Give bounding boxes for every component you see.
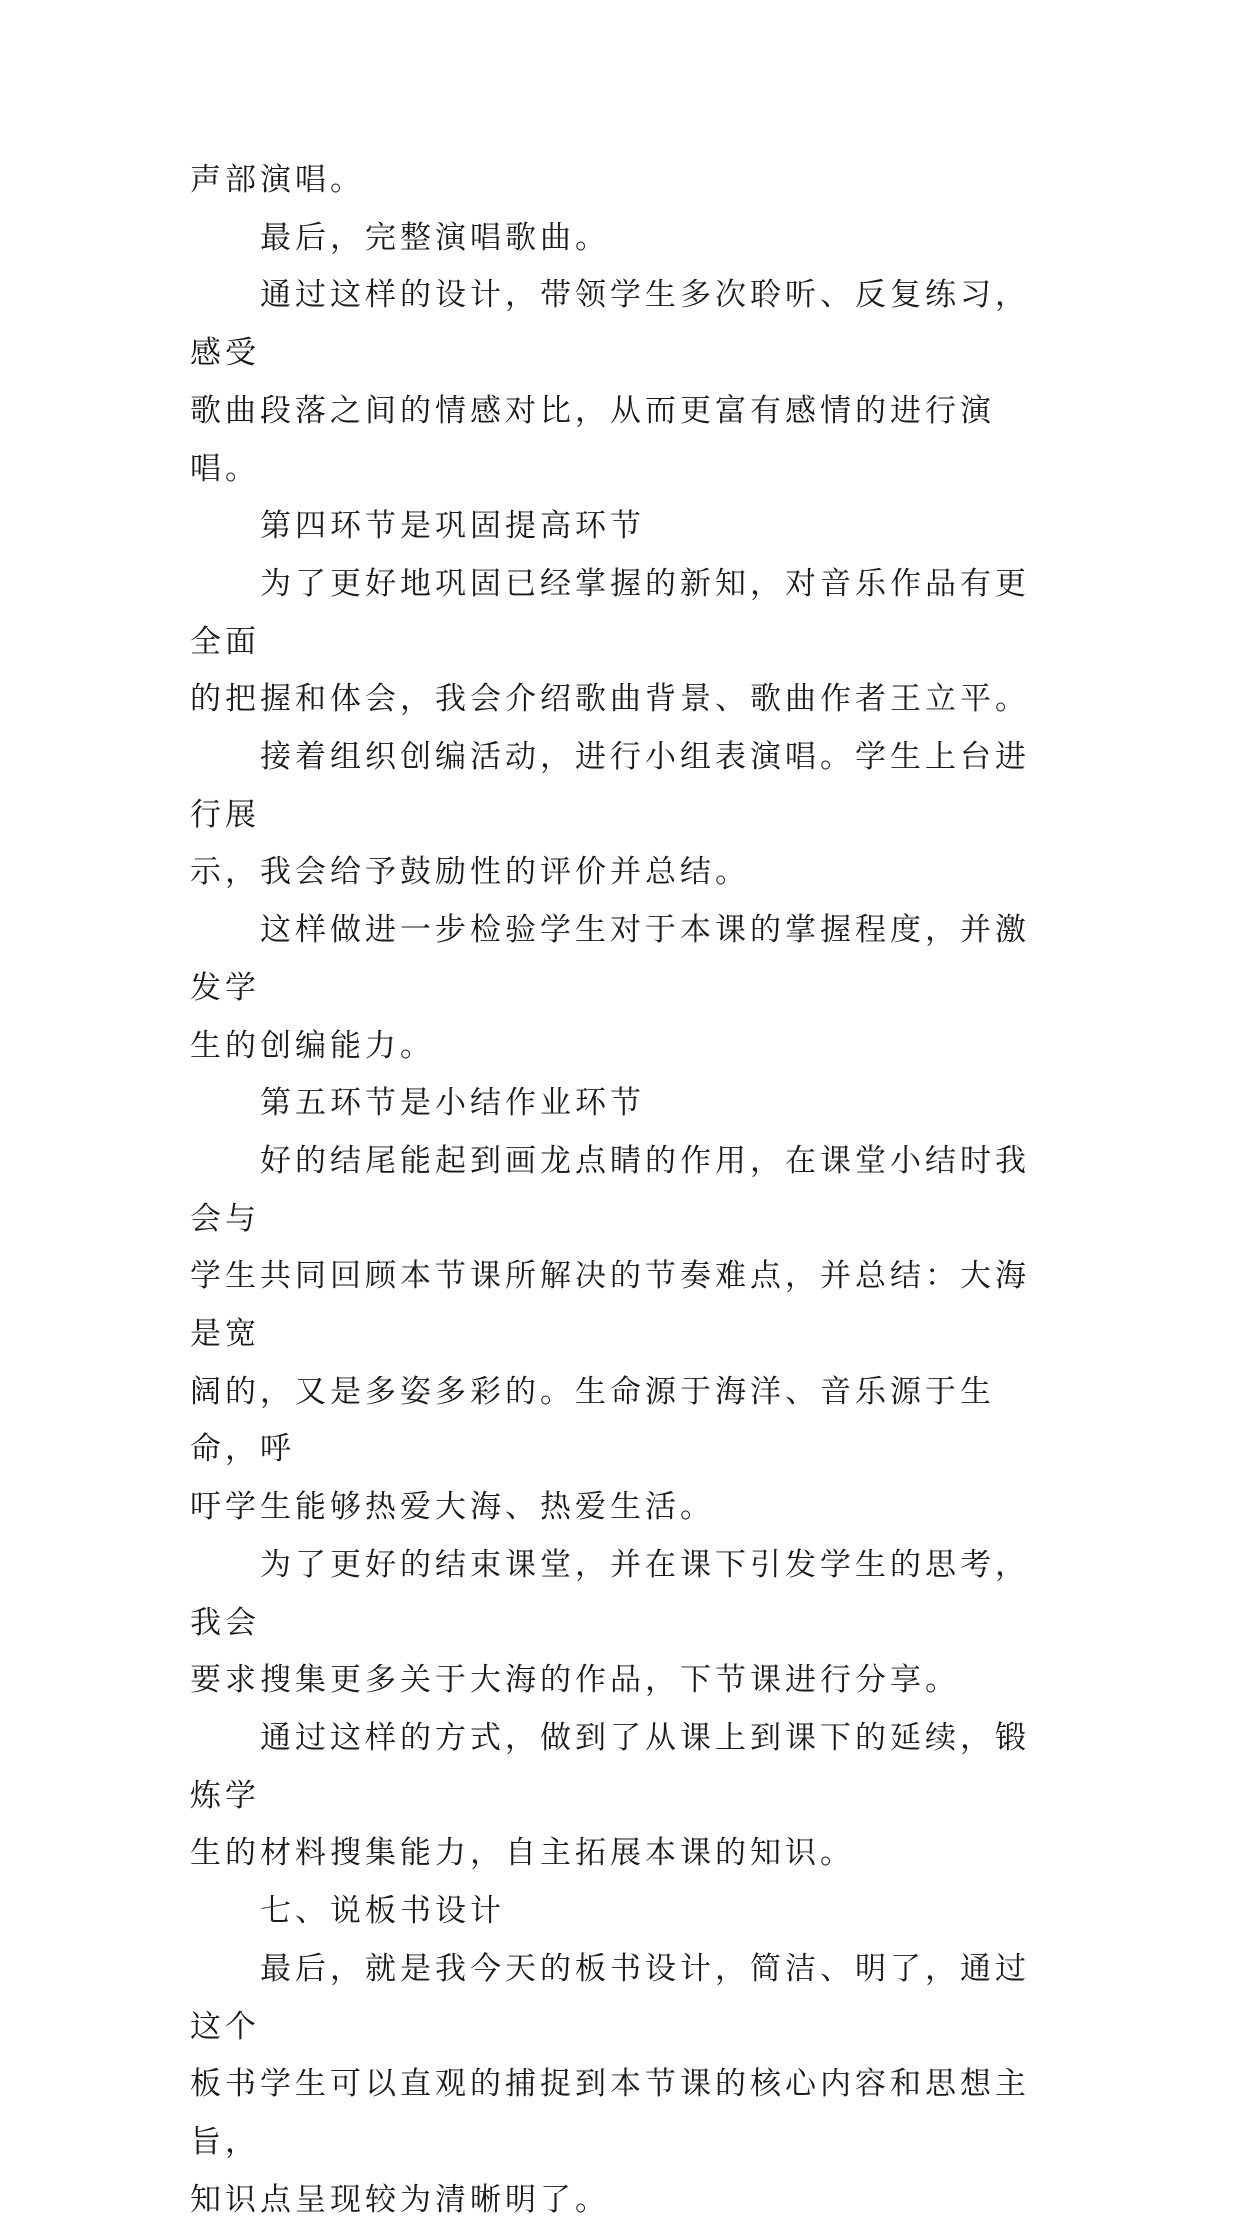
paragraph bbox=[190, 556, 1060, 729]
text-line: 学生共同回顾本节课所解决的节奏难点，并总结：大海是宽 bbox=[190, 1258, 1030, 1353]
paragraph bbox=[190, 1075, 1060, 1133]
text-line: 阔的，又是多姿多彩的。生命源于海洋、音乐源于生命，呼 bbox=[190, 1373, 995, 1468]
text-line: 第四环节是巩固提高环节 bbox=[190, 508, 645, 545]
text-line: 这样做进一步检验学生对于本课的掌握程度，并激发学 bbox=[190, 912, 1030, 1006]
text-line: 最后，就是我今天的板书设计，简洁、明了，通过这个 bbox=[190, 1950, 1030, 2045]
text-line: 第五环节是小结作业环节 bbox=[190, 1085, 645, 1122]
paragraph bbox=[190, 729, 1060, 902]
paragraph bbox=[190, 902, 1060, 1075]
text-line: 示，我会给予鼓励性的评价并总结。 bbox=[190, 854, 750, 891]
paragraph bbox=[190, 1941, 1060, 2229]
text-line: 声部演唱。 bbox=[190, 162, 365, 198]
paragraph bbox=[190, 1883, 1060, 1941]
text-line: 要求搜集更多关于大海的作品，下节课进行分享。 bbox=[190, 1662, 960, 1699]
text-line: 七、说板书设计 bbox=[190, 1893, 505, 1930]
paragraph bbox=[190, 1133, 1060, 1537]
paragraph bbox=[190, 1537, 1060, 1710]
text-line: 通过这样的方式，做到了从课上到课下的延续，锻炼学 bbox=[190, 1719, 1030, 1814]
text-line: 通过这样的设计，带领学生多次聆听、反复练习，感受 bbox=[190, 277, 1030, 372]
paragraph bbox=[190, 267, 1060, 498]
text-line: 最后，完整演唱歌曲。 bbox=[190, 219, 610, 256]
text-line: 歌曲段落之间的情感对比，从而更富有感情的进行演唱。 bbox=[190, 392, 995, 487]
text-line: 生的创编能力。 bbox=[190, 1027, 435, 1064]
paragraph bbox=[190, 1710, 1060, 1883]
text-line: 好的结尾能起到画龙点睛的作用，在课堂小结时我会与 bbox=[190, 1142, 1030, 1237]
paragraph bbox=[190, 498, 1060, 556]
paragraph bbox=[190, 210, 1060, 268]
text-line: 生的材料搜集能力，自主拓展本课的知识。 bbox=[190, 1835, 855, 1872]
text-line: 为了更好地巩固已经掌握的新知，对音乐作品有更全面 bbox=[190, 565, 1030, 660]
document-body bbox=[190, 152, 1060, 2229]
text-line: 为了更好的结束课堂，并在课下引发学生的思考，我会 bbox=[190, 1546, 1030, 1641]
text-line: 知识点呈现较为清晰明了。 bbox=[190, 2181, 610, 2218]
text-line: 板书学生可以直观的捕捉到本节课的核心内容和思想主旨， bbox=[190, 2066, 1030, 2160]
text-line: 接着组织创编活动，进行小组表演唱。学生上台进行展 bbox=[190, 739, 1030, 833]
text-line: 吁学生能够热爱大海、热爱生活。 bbox=[190, 1489, 715, 1526]
paragraph bbox=[190, 152, 1060, 210]
text-line: 的把握和体会，我会介绍歌曲背景、歌曲作者王立平。 bbox=[190, 681, 1030, 718]
